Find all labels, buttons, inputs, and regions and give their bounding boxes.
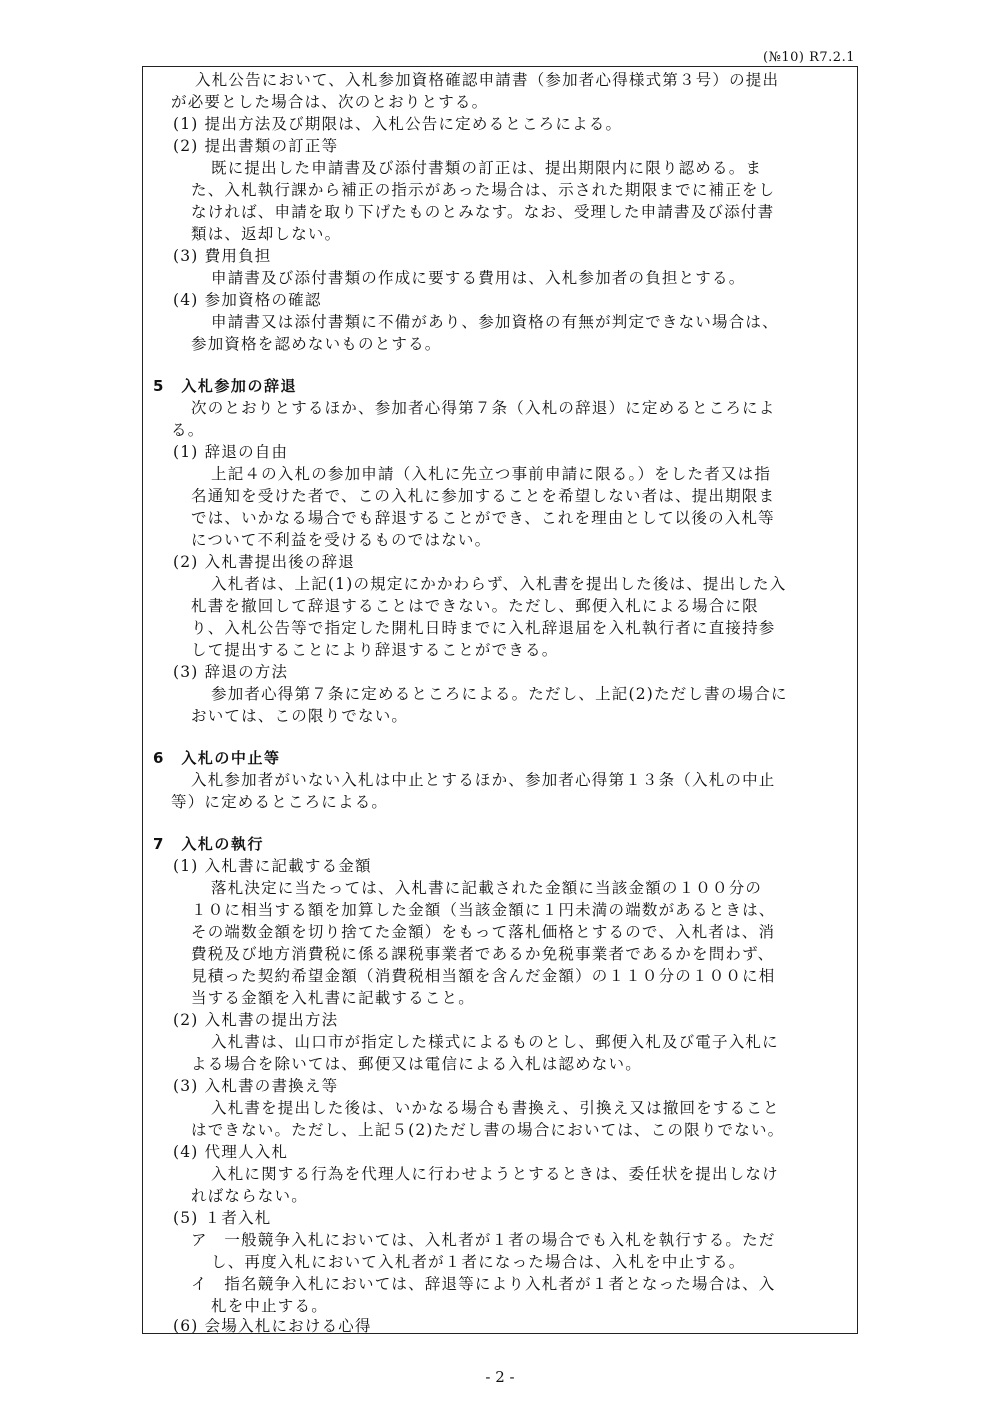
list-item: (2) 提出書類の訂正等 — [173, 137, 339, 155]
list-item: (4) 参加資格の確認 — [173, 291, 322, 309]
list-item: (2) 入札書提出後の辞退 — [173, 553, 355, 571]
text-line: について不利益を受けるものではない。 — [191, 531, 492, 549]
list-item: (3) 費用負担 — [173, 247, 272, 265]
text-line: して提出することにより辞退することができる。 — [191, 641, 559, 659]
list-item: (3) 辞退の方法 — [173, 663, 289, 681]
text-line: １０に相当する額を加算した金額（当該金額に１円未満の端数があるときは、 — [191, 901, 776, 919]
text-line: では、いかなる場合でも辞退することができ、これを理由として以後の入札等 — [191, 509, 775, 527]
text-line: る。 — [171, 421, 205, 439]
text-line: 札書を撤回して辞退することはできない。ただし、郵便入札による場合に限 — [191, 597, 759, 615]
text-line: 入札書を提出した後は、いかなる場合も書換え、引換え又は撤回をすること — [211, 1099, 780, 1117]
list-item: (1) 提出方法及び期限は、入札公告に定めるところによる。 — [173, 115, 623, 133]
text-line: 入札者は、上記(1)の規定にかかわらず、入札書を提出した後は、提出した入 — [211, 575, 787, 593]
text-line: ればならない。 — [191, 1187, 308, 1205]
list-item: (3) 入札書の書換え等 — [173, 1077, 339, 1095]
list-item: ア 一般競争入札においては、入札者が１者の場合でも入札を執行する。ただ — [191, 1231, 776, 1249]
text-line: その端数金額を切り捨てた金額）をもって落札価格とするので、入札者は、消 — [191, 923, 776, 941]
text-line: なければ、申請を取り下げたものとみなす。なお、受理した申請書及び添付書 — [191, 203, 775, 221]
text-line: はできない。ただし、上記５(2)ただし書の場合においては、この限りでない。 — [191, 1121, 785, 1139]
text-line: 名通知を受けた者で、この入札に参加することを希望しない者は、提出期限ま — [191, 487, 776, 505]
text-line: 入札参加者がいない入札は中止とするほか、参加者心得第１３条（入札の中止 — [191, 771, 776, 789]
list-item: イ 指名競争入札においては、辞退等により入札者が１者となった場合は、入 — [191, 1275, 776, 1293]
text-line: 申請書又は添付書類に不備があり、参加資格の有無が判定できない場合は、 — [211, 313, 779, 331]
text-line: 見積った契約希望金額（消費税相当額を含んだ金額）の１１０分の１００に相 — [191, 967, 776, 985]
list-item: (6) 会場入札における心得 — [173, 1317, 372, 1335]
text-line: 参加資格を認めないものとする。 — [191, 335, 442, 353]
text-line: 費税及び地方消費税に係る課税事業者であるか免税事業者であるかを問わず、 — [191, 945, 775, 963]
section-heading: 5 入札参加の辞退 — [153, 377, 297, 395]
text-line: 入札に関する行為を代理人に行わせようとするときは、委任状を提出しなけ — [211, 1165, 779, 1183]
text-line: 入札書は、山口市が指定した様式によるものとし、郵便入札及び電子入札に — [211, 1033, 779, 1051]
text-line: 次のとおりとするほか、参加者心得第７条（入札の辞退）に定めるところによ — [191, 399, 776, 417]
text-line: おいては、この限りでない。 — [191, 707, 409, 725]
text-line: よる場合を除いては、郵便又は電信による入札は認めない。 — [191, 1055, 642, 1073]
section-heading: 6 入札の中止等 — [153, 749, 281, 767]
text-line: が必要とした場合は、次のとおりとする。 — [171, 93, 489, 111]
text-line: 申請書及び添付書類の作成に要する費用は、入札参加者の負担とする。 — [211, 269, 746, 287]
list-item: (2) 入札書の提出方法 — [173, 1011, 339, 1029]
text-line: 等）に定めるところによる。 — [171, 793, 389, 811]
text-line: 入札公告において、入札参加資格確認申請書（参加者心得様式第３号）の提出 — [195, 71, 780, 89]
list-item: (1) 入札書に記載する金額 — [173, 857, 372, 875]
text-line: 落札決定に当たっては、入札書に記載された金額に当該金額の１００分の — [211, 879, 763, 897]
text-line: り、入札公告等で指定した開札日時までに入札辞退届を入札執行者に直接持参 — [191, 619, 776, 637]
text-line: た、入札執行課から補正の指示があった場合は、示された期限までに補正をし — [191, 181, 776, 199]
text-line: 参加者心得第７条に定めるところによる。ただし、上記(2)ただし書の場合に — [211, 685, 788, 703]
text-line: 類は、返却しない。 — [191, 225, 342, 243]
list-item: (1) 辞退の自由 — [173, 443, 289, 461]
section-heading: 7 入札の執行 — [153, 835, 264, 853]
text-line: 上記４の入札の参加申請（入札に先立つ事前申請に限る。）をした者又は指 — [211, 465, 772, 483]
document-frame — [142, 66, 858, 1334]
document-reference: (№10) R7.2.1 — [763, 50, 855, 65]
list-item: (5) １者入札 — [173, 1209, 272, 1227]
text-line: 既に提出した申請書及び添付書類の訂正は、提出期限内に限り認める。ま — [211, 159, 763, 177]
text-line: 当する金額を入札書に記載すること。 — [191, 989, 475, 1007]
page-number: - 2 - — [485, 1368, 515, 1386]
text-line: し、再度入札において入札者が１者になった場合は、入札を中止する。 — [211, 1253, 746, 1271]
text-line: 札を中止する。 — [211, 1297, 328, 1315]
list-item: (4) 代理人入札 — [173, 1143, 289, 1161]
